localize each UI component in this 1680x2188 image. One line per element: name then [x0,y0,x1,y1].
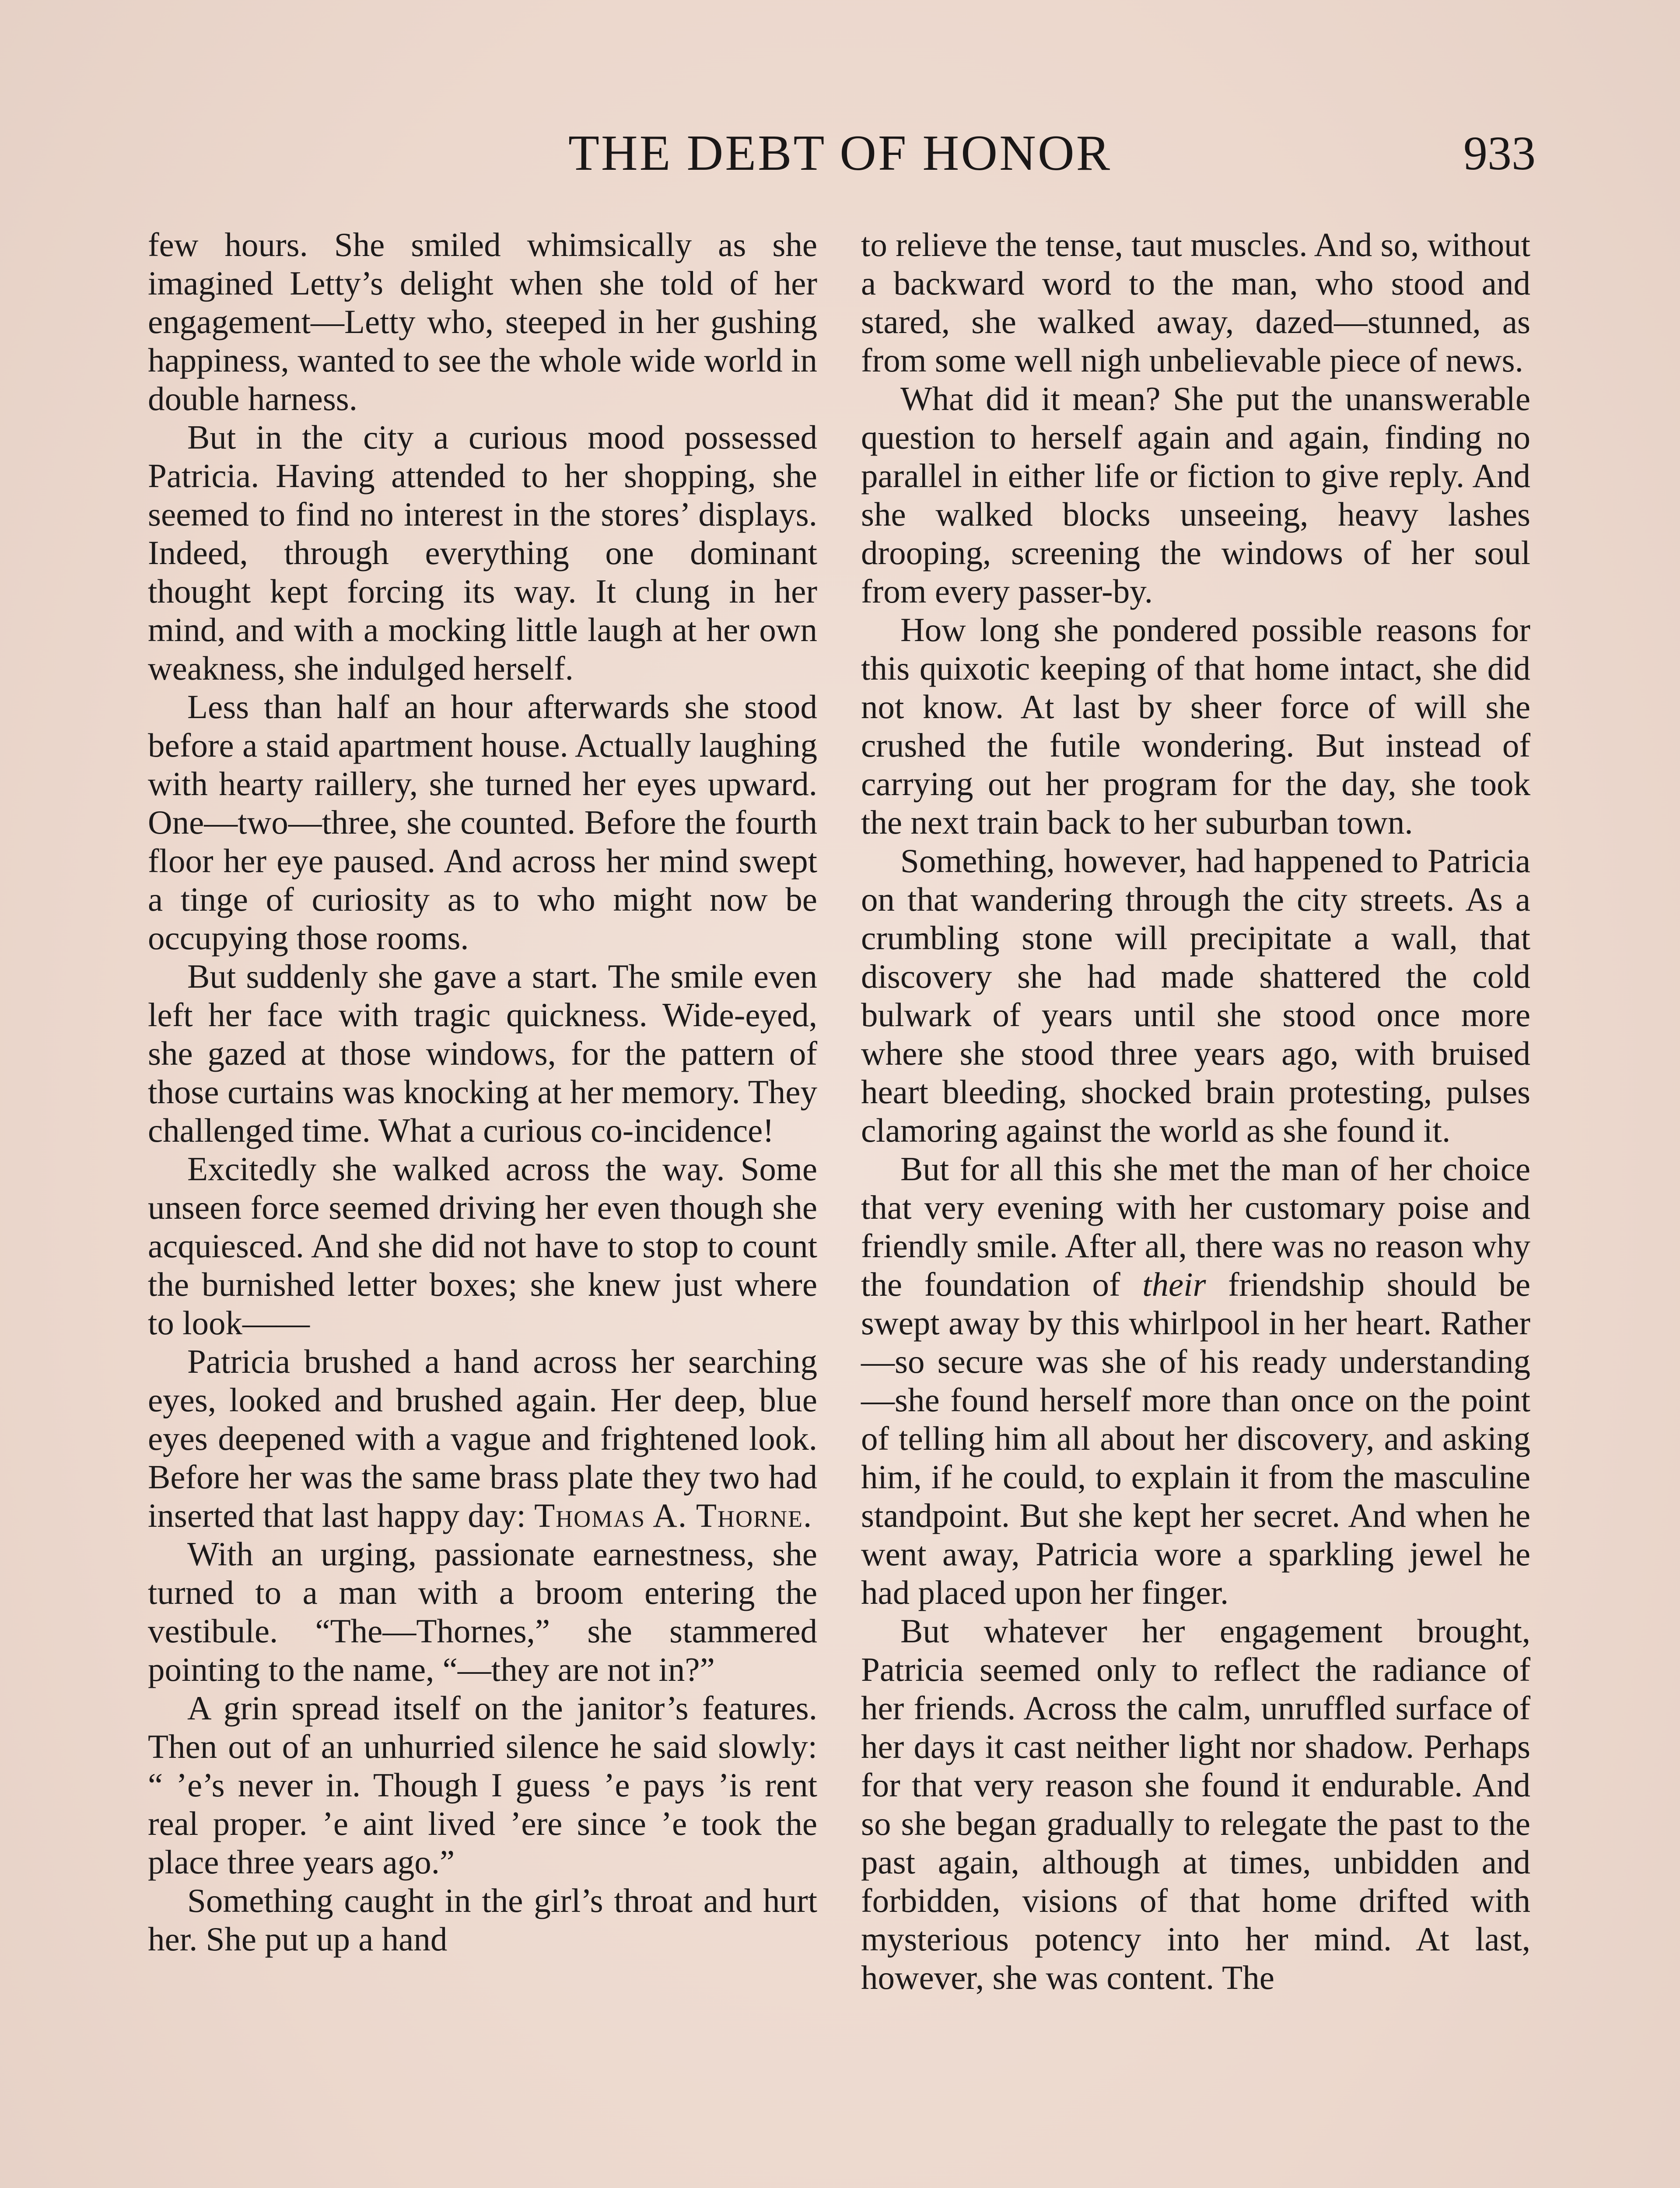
paragraph: Something, however, had happened to Patricia on that wandering through the city streets. As a crumbling stone will precipitate a wall, that discovery she had made shattered the cold bulwark of years until she stood once more where she stood three years ago, with bruised heart bleeding, shocked brain protesting, pulses clamoring against the world as she found it. [861,842,1530,1149]
paragraph: few hours. She smiled whimsically as she imagined Letty’s delight when she told of her engagement—Letty who, steeped in her gushing happiness, wanted to see the whole wide world in double harness. [148,226,817,417]
paragraph: Less than half an hour afterwards she stood before a staid apartment house. Actually laughing with hearty raillery, she turned her eyes upward. One—two—three, she counted. Before the fourth floor her eye paused. And across her mind swept a tinge of curiosity as to who might now be occupying those rooms. [148,688,817,957]
paragraph: With an urging, passionate earnestness, she turned to a man with a broom entering the vestibule. “The—Thornes,” she stammered pointing to the name, “—they are not in?” [148,1535,817,1688]
paragraph: Excitedly she walked across the way. Some unseen force seemed driving her even though she acquiesced. And she did not have to stop to count the burnished letter boxes; she knew just where to look—— [148,1150,817,1342]
paragraph: What did it mean? She put the unanswerable question to herself again and again, finding no parallel in either life or fiction to give reply. And she walked blocks unseeing, heavy lashes drooping, screening the windows of her soul from every passer-by. [861,380,1530,610]
story-title: THE DEBT OF HONOR [568,125,1112,181]
paragraph-text: Patricia brushed a hand across her searching eyes, looked and brushed again. Her deep, blue eyes deepened with a vague and frightened look. Before her was the same brass plate they two had inserted that last happy day: [148,1343,817,1534]
paragraph: But suddenly she gave a start. The smile even left her face with tragic quickness. Wide-eyed, she gazed at those windows, for the pattern of those curtains was knocking at her memory. They challenged time. What a curious co-incidence! [148,957,817,1149]
emphasis-text: their [1142,1266,1206,1303]
paragraph-text: But for all this she met the man of her choice that very evening with her customary poise and friendly smile. After all, there was no reason why the foundation of [861,1150,1530,1303]
paragraph: Something caught in the girl’s throat and hurt her. She put up a hand [148,1882,817,1958]
paragraph [148,1342,817,1535]
paragraph: But in the city a curious mood possessed Patricia. Having attended to her shopping, she seemed to find no interest in the stores’ displays. Indeed, through everything one dominant thought kept forcing its way. It clung in her mind, and with a mocking little laugh at her own weakness, she indulged herself. [148,418,817,687]
right-column [861,225,1530,1997]
paragraph: How long she pondered possible reasons for this quixotic keeping of that home intact, she did not know. At last by sheer force of will she crushed the futile wondering. But instead of carrying out her program for the day, she took the next train back to her suburban town. [861,611,1530,841]
paragraph-text: friendship should be swept away by this whirlpool in her heart. Rather—so secure was she of his ready understanding—she found herself more than once on the point of telling him all about her discovery, and asking him, if he could, to explain it from the masculine standpoint. But she kept her secret. And when he went away, Patricia wore a sparkling jewel he had placed upon her finger. [861,1266,1531,1611]
running-head [0,125,1680,182]
left-column [148,225,817,1958]
page-number: 933 [1463,126,1536,180]
paragraph: A grin spread itself on the janitor’s features. Then out of an unhurried silence he said slowly: “ ’e’s never in. Though I guess ’e pays ’is rent real proper. ’e aint lived ’ere since ’e took the place three years ago.” [148,1689,817,1881]
nameplate-text: Thomas A. Thorne. [534,1497,813,1534]
paragraph: But whatever her engagement brought, Patricia seemed only to reflect the radiance of her friends. Across the calm, unruffled surface of her days it cast neither light nor shadow. Perhaps for that very reason she found it endurable. And so she began gradually to relegate the past to the past again, although at times, unbidden and forbidden, visions of that home drifted with mysterious potency into her mind. At last, however, she was content. The [861,1612,1530,1996]
paragraph [861,1150,1530,1612]
paragraph: to relieve the tense, taut muscles. And so, without a backward word to the man, who stood and stared, she walked away, dazed—stunned, as from some well nigh unbelievable piece of news. [861,226,1530,379]
